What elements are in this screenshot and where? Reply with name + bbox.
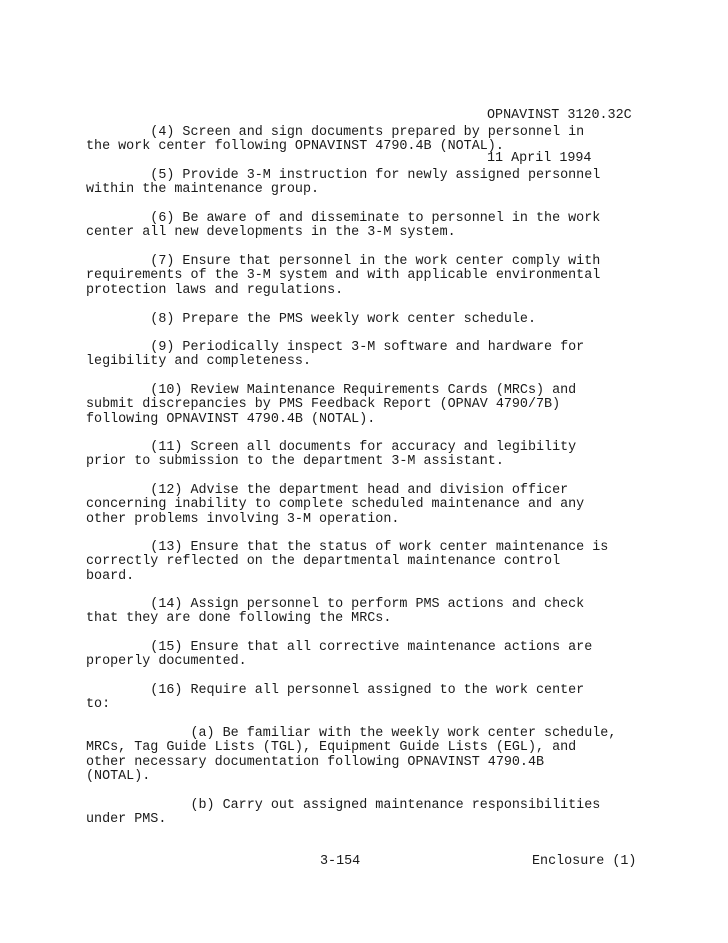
paragraph-line: (9) Periodically inspect 3-M software and hardware for bbox=[86, 340, 585, 355]
paragraph bbox=[86, 484, 666, 527]
paragraph-line: properly documented. bbox=[86, 654, 247, 670]
paragraph-line: center all new developments in the 3-M system. bbox=[86, 225, 456, 241]
paragraph-line: concerning inability to complete scheduled maintenance and any bbox=[86, 497, 585, 513]
paragraph-line: (15) Ensure that all corrective maintenance actions are bbox=[86, 640, 593, 655]
paragraph bbox=[86, 169, 666, 198]
paragraph-line: (11) Screen all documents for accuracy and legibility bbox=[86, 440, 577, 455]
paragraph-line: requirements of the 3-M system and with applicable environmental bbox=[86, 268, 601, 284]
paragraph-line: (13) Ensure that the status of work center maintenance is bbox=[86, 540, 609, 555]
paragraph bbox=[86, 641, 666, 670]
paragraph-line: legibility and completeness. bbox=[86, 354, 311, 370]
paragraph-line: correctly reflected on the departmental maintenance control bbox=[86, 554, 561, 570]
paragraph bbox=[86, 384, 666, 427]
paragraph-line: (4) Screen and sign documents prepared by personnel in bbox=[86, 125, 585, 140]
paragraph-line: within the maintenance group. bbox=[86, 182, 320, 198]
paragraph bbox=[86, 541, 666, 584]
paragraph-line: under PMS. bbox=[86, 812, 167, 828]
paragraph-line: prior to submission to the department 3-M assistant. bbox=[86, 454, 504, 470]
paragraph-line: MRCs, Tag Guide Lists (TGL), Equipment Guide Lists (EGL), and bbox=[86, 740, 577, 756]
paragraph-line: (14) Assign personnel to perform PMS actions and check bbox=[86, 597, 585, 612]
instruction-date: 11 April 1994 bbox=[487, 151, 592, 167]
paragraph-line: protection laws and regulations. bbox=[86, 282, 344, 298]
paragraph-line: (7) Ensure that personnel in the work center comply with bbox=[86, 254, 601, 269]
paragraph-line: (12) Advise the department head and division officer bbox=[86, 483, 569, 498]
paragraph-line: (8) Prepare the PMS weekly work center schedule. bbox=[86, 312, 536, 327]
paragraph-line: other problems involving 3-M operation. bbox=[86, 511, 400, 527]
paragraph-line: the work center following OPNAVINST 4790.4B (NOTAL). bbox=[86, 139, 504, 155]
paragraph-line: following OPNAVINST 4790.4B (NOTAL). bbox=[86, 411, 376, 427]
enclosure-label: Enclosure (1) bbox=[532, 854, 637, 869]
paragraph-line: (a) Be familiar with the weekly work center schedule, bbox=[86, 726, 617, 741]
page-number: 3-154 bbox=[320, 854, 361, 869]
paragraph bbox=[86, 313, 666, 327]
paragraph bbox=[86, 441, 666, 470]
paragraph bbox=[86, 341, 666, 370]
paragraph-line: board. bbox=[86, 568, 135, 584]
paragraph-line: (10) Review Maintenance Requirements Cards (MRCs) and bbox=[86, 383, 577, 398]
paragraph-line: (6) Be aware of and disseminate to personnel in the work bbox=[86, 211, 601, 226]
paragraph-line: that they are done following the MRCs. bbox=[86, 611, 392, 627]
paragraph-line: (b) Carry out assigned maintenance responsibilities bbox=[86, 798, 601, 813]
paragraph bbox=[86, 212, 666, 241]
paragraph-line: (NOTAL). bbox=[86, 768, 151, 784]
paragraph bbox=[86, 727, 666, 784]
paragraph bbox=[86, 126, 666, 155]
paragraph bbox=[86, 598, 666, 627]
paragraph bbox=[86, 799, 666, 828]
paragraph-line: other necessary documentation following OPNAVINST 4790.4B bbox=[86, 754, 545, 770]
instruction-number: OPNAVINST 3120.32C bbox=[487, 107, 632, 123]
paragraph-line: submit discrepancies by PMS Feedback Report (OPNAV 4790/7B) bbox=[86, 397, 561, 413]
paragraph-line: (16) Require all personnel assigned to the work center bbox=[86, 683, 585, 698]
paragraph bbox=[86, 684, 666, 713]
paragraph-line: (5) Provide 3-M instruction for newly assigned personnel bbox=[86, 168, 601, 183]
paragraph bbox=[86, 255, 666, 298]
paragraph-line: to: bbox=[86, 697, 111, 713]
